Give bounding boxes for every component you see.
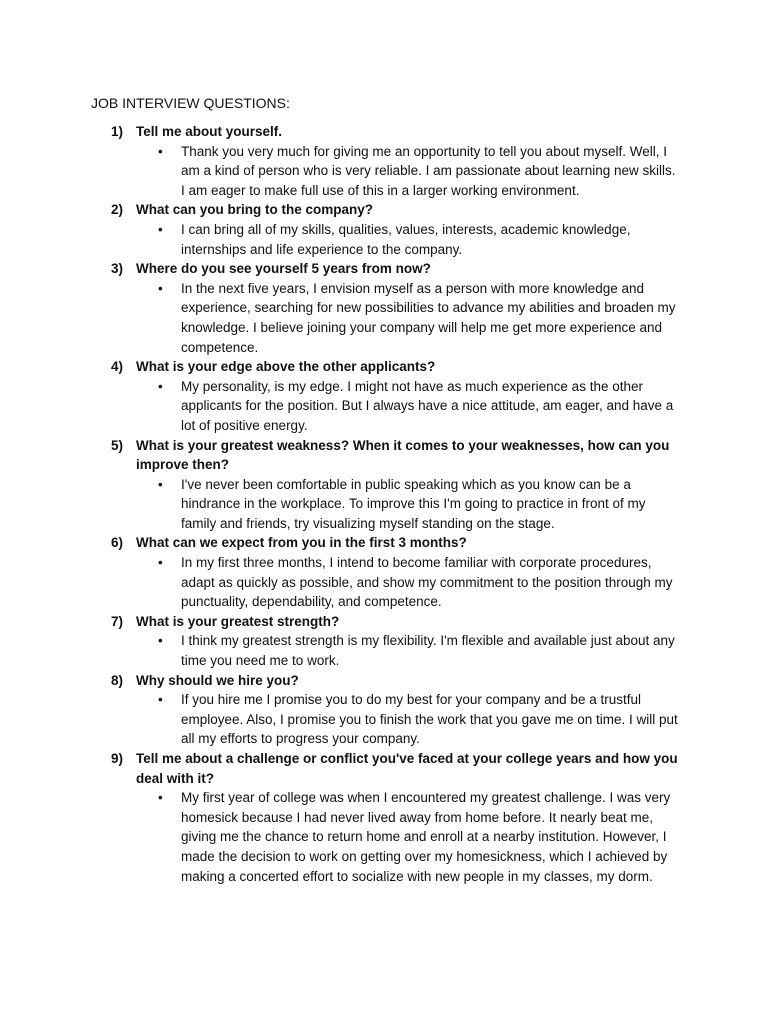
question-text: Why should we hire you? xyxy=(136,672,299,688)
question-item xyxy=(111,436,691,534)
bullet-icon: • xyxy=(158,378,163,394)
answer-item xyxy=(111,690,691,749)
question-item xyxy=(111,671,691,749)
answer-text: My first year of college was when I encountered my greatest challenge. I was very homesick because I had never lived away from home before. It nearly beat me, giving me the chance to return home and enroll at a nearby institution. However, I made the decision to work on getting over my homesickness, which I achieved by making a concerted effort to socialize with new people in my classes, my dorm. xyxy=(181,790,671,884)
question-number: 7) xyxy=(111,613,124,629)
answer-text: I can bring all of my skills, qualities, values, interests, academic knowledge, internships and life experience to the company. xyxy=(181,221,631,257)
question-number: 1) xyxy=(111,124,124,139)
bullet-icon: • xyxy=(158,476,163,492)
answer-text: My personality, is my edge. I might not have as much experience as the other applicants for the position. But I always have a nice attitude, am eager, and have a lot of positive energy. xyxy=(181,378,674,433)
question-text: Tell me about a challenge or conflict you've faced at your college years and how you deal with it? xyxy=(136,751,678,786)
answer-text: I think my greatest strength is my flexibility. I'm flexible and available just about any time you need me to work. xyxy=(181,633,675,669)
answer-text: In my first three months, I intend to become familiar with corporate procedures, adapt as quickly as possible, and show my commitment to the position through my punctuality, dependability, and competence. xyxy=(181,555,673,610)
document-title: JOB INTERVIEW QUESTIONS: xyxy=(91,95,290,111)
question-text: What can we expect from you in the first 3 months? xyxy=(136,535,467,551)
answer-text: I've never been comfortable in public speaking which as you know can be a hindrance in the workplace. To improve this I'm going to practice in front of my family and friends, try visualizing myself standing on the stage. xyxy=(181,476,646,531)
answer-item xyxy=(111,142,691,201)
question-item xyxy=(111,122,691,200)
answer-item xyxy=(111,377,691,436)
question-item xyxy=(111,533,691,611)
bullet-icon: • xyxy=(158,790,163,806)
question-item xyxy=(111,200,691,259)
answer-item xyxy=(111,631,691,670)
answer-text: If you hire me I promise you to do my best for your company and be a trustful employee. Also, I promise you to finish the work that you gave me on time. I will put all my efforts to progress your company. xyxy=(181,692,678,747)
question-text: Where do you see yourself 5 years from now? xyxy=(136,261,431,277)
answer-text: In the next five years, I envision myself as a person with more knowledge and experience, searching for new possibilities to advance my abilities and broaden my knowledge. I believe joining your company will help me get more experience and competence. xyxy=(181,280,676,355)
answer-item xyxy=(111,279,691,357)
bullet-icon: • xyxy=(158,221,163,237)
question-number: 5) xyxy=(111,437,124,453)
question-text: Tell me about yourself. xyxy=(136,124,283,139)
bullet-icon: • xyxy=(158,633,163,649)
question-text: What can you bring to the company? xyxy=(136,202,374,218)
question-item xyxy=(111,749,691,886)
question-text: What is your greatest strength? xyxy=(136,613,340,629)
answer-text: Thank you very much for giving me an opportunity to tell you about myself. Well, I am a kind of person who is very reliable. I am passionate about learning new skills. I am eager to make full use of this in a larger working environment. xyxy=(181,143,676,198)
question-number: 3) xyxy=(111,261,124,277)
question-item xyxy=(111,357,691,435)
bullet-icon: • xyxy=(158,555,163,571)
answer-item xyxy=(111,220,691,259)
question-text: What is your edge above the other applicants? xyxy=(136,359,436,375)
question-number: 2) xyxy=(111,202,124,218)
bullet-icon: • xyxy=(158,692,163,708)
answer-item xyxy=(111,788,691,886)
answer-item xyxy=(111,475,691,534)
question-item xyxy=(111,259,691,357)
question-item xyxy=(111,612,691,671)
answer-item xyxy=(111,553,691,612)
question-text: What is your greatest weakness? When it comes to your weaknesses, how can you improve then? xyxy=(136,437,670,473)
question-number: 6) xyxy=(111,535,124,551)
question-number: 4) xyxy=(111,359,124,375)
bullet-icon: • xyxy=(158,143,163,159)
bullet-icon: • xyxy=(158,280,163,296)
question-number: 9) xyxy=(111,751,124,766)
question-number: 8) xyxy=(111,672,124,688)
question-list xyxy=(111,122,691,886)
